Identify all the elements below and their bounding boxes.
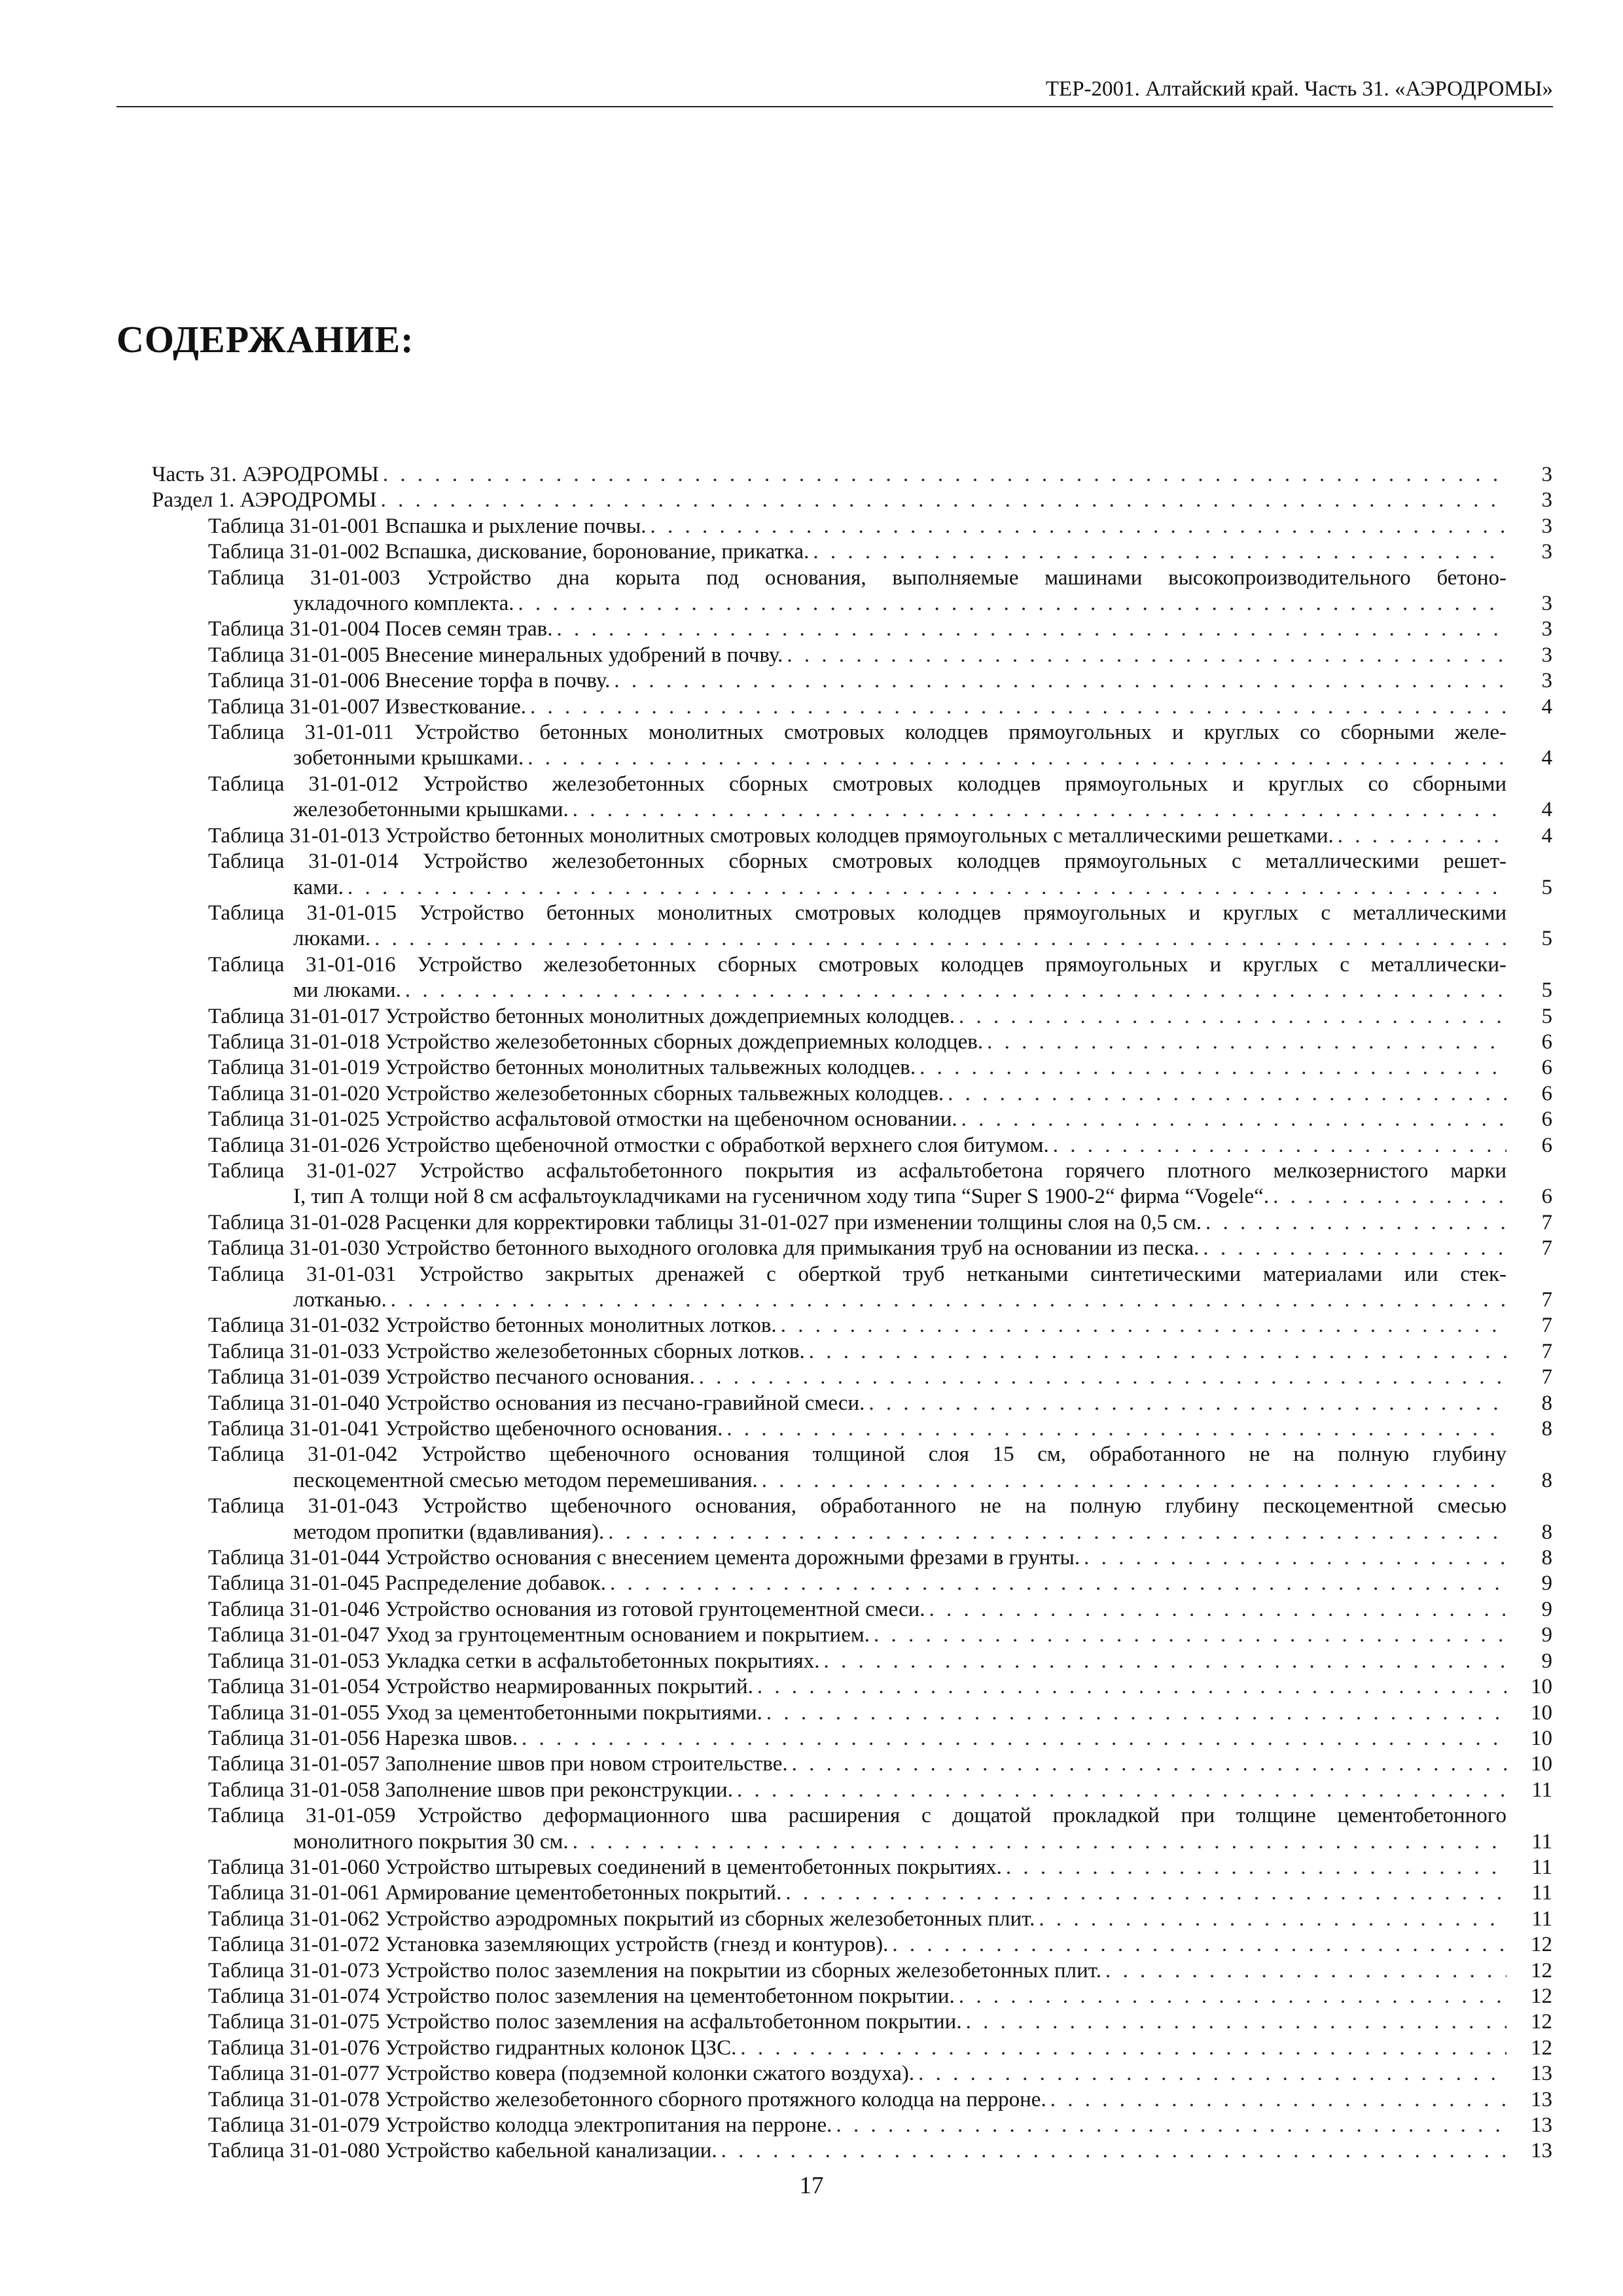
dot-leader [391,1287,1507,1313]
toc-page-number: 13 [1531,2087,1552,2111]
toc-page-number: 10 [1531,1675,1552,1699]
toc-entry-text: I, тип А толщи ной 8 см асфальтоукладчиками на гусеничном ходу типа “Super S 1900-2“ фирма “Vogele“. [293,1185,1270,1209]
dot-leader [874,1623,1507,1648]
dot-leader [699,1365,1507,1390]
toc-entry-text: Таблица 31-01-043 Устройство щебеночного основания, обработанного не на полную глубину пескоцементной смесью [208,1494,1507,1518]
toc-entry-text: Таблица 31-01-076 Устройство гидрантных колонок ЦЗС. [208,2036,737,2060]
toc-entry[interactable] [152,1416,1552,1442]
dot-leader [518,591,1507,617]
toc-entry-text: Таблица 31-01-003 Устройство дна корыта под основания, выполняемые машинами высокопроизводительного бетоно- [208,565,1507,590]
toc-entry-text: Таблица 31-01-026 Устройство щебеночной отмостки с обработкой верхнего слоя битумом. [208,1133,1049,1157]
toc-entry-text: Таблица 31-01-072 Установка заземляющих устройств (гнезд и контуров). [208,1933,889,1957]
header-title: ТЕР-2001. Алтайский край. Часть 31. «АЭРОДРОМЫ» [1045,77,1553,101]
dot-leader [1053,1133,1507,1158]
toc-page-number: 6 [1541,1030,1552,1054]
dot-leader [381,488,1507,513]
toc-entry[interactable] [152,952,1552,1004]
toc-entry-text: Таблица 31-01-015 Устройство бетонных монолитных смотровых колодцев прямоугольных и круглых с металлическими [208,901,1507,925]
toc-entry-text: Таблица 31-01-040 Устройство основания из песчано-гравийной смеси. [208,1391,865,1415]
toc-page-number: 8 [1541,1468,1552,1492]
toc-entry[interactable] [152,2061,1552,2087]
toc-entry-text: Таблица 31-01-039 Устройство песчаного основания. [208,1365,695,1390]
toc-page-number: 12 [1531,2036,1552,2060]
dot-leader [614,668,1507,694]
dot-leader [740,2036,1507,2061]
table-of-contents [152,462,1552,2164]
toc-entry-text: Таблица 31-01-006 Внесение торфа в почву. [208,669,611,693]
toc-entry-text: Таблица 31-01-046 Устройство основания из готовой грунтоцементной смеси. [208,1597,925,1621]
toc-entry[interactable] [152,1700,1552,1726]
toc-page-number: 5 [1541,875,1552,899]
toc-entry-text: Таблица 31-01-056 Нарезка швов. [208,1726,518,1750]
toc-entry-text: Таблица 31-01-017 Устройство бетонных монолитных дождеприемных колодцев. [208,1004,955,1028]
toc-entry-text: Таблица 31-01-074 Устройство полос заземления на цементобетонном покрытии. [208,1984,955,2008]
toc-entry[interactable] [152,823,1552,849]
toc-entry-text: Таблица 31-01-030 Устройство бетонного выходного оголовка для примыкания труб на основании из песка. [208,1236,1200,1261]
dot-leader [787,643,1507,668]
toc-entry[interactable] [152,1236,1552,1261]
toc-entry[interactable] [152,2138,1552,2164]
dot-leader [651,514,1507,539]
toc-page-number: 7 [1541,1365,1552,1390]
toc-page-number: 6 [1541,1107,1552,1132]
toc-page-number: 6 [1541,1133,1552,1157]
toc-page-number: 4 [1541,823,1552,848]
toc-page-number: 10 [1531,1726,1552,1750]
toc-entry[interactable] [152,1133,1552,1158]
toc-entry-text: Таблица 31-01-016 Устройство железобетонных сборных смотровых колодцев прямоугольных и круглых с металлически- [208,952,1507,977]
toc-entry[interactable] [152,2113,1552,2138]
toc-entry-text: Таблица 31-01-041 Устройство щебеночного основания. [208,1417,723,1441]
toc-entry-text: Таблица 31-01-055 Уход за цементобетонными покрытиями. [208,1700,762,1725]
toc-entry-text: Таблица 31-01-014 Устройство железобетонных сборных смотровых колодцев прямоугольных с металлическими решет- [208,850,1507,874]
toc-entry[interactable] [152,514,1552,539]
toc-entry-text: Таблица 31-01-028 Расценки для корректировки таблицы 31-01-027 при изменении толщины слоя на 0,5 см. [208,1210,1202,1234]
dot-leader [1203,1236,1507,1261]
toc-page-number: 7 [1541,1236,1552,1261]
toc-entry-text: зобетонными крышками. [293,746,524,770]
toc-entry-text: Таблица 31-01-019 Устройство бетонных монолитных тальвежных колодцев. [208,1056,916,1080]
toc-page-number: 12 [1531,1958,1552,1982]
toc-entry[interactable] [152,1494,1552,1545]
dot-leader [781,1313,1507,1338]
toc-entry[interactable] [152,1907,1552,1932]
toc-page-number: 4 [1541,798,1552,822]
dot-leader [557,617,1507,642]
dot-leader [737,1778,1507,1803]
toc-entry[interactable] [152,539,1552,565]
dot-leader [1039,1907,1507,1932]
toc-entry[interactable] [152,1571,1552,1596]
toc-entry[interactable] [152,1726,1552,1751]
toc-entry-text: Таблица 31-01-079 Устройство колодца электропитания на перроне. [208,2113,832,2137]
toc-page-number: 7 [1541,1288,1552,1312]
dot-leader [726,1416,1507,1442]
toc-entry[interactable] [152,1339,1552,1365]
toc-entry-text: Таблица 31-01-042 Устройство щебеночного основания толщиной слоя 15 см, обработанного не на полную глубину [208,1443,1507,1467]
toc-entry-text: железобетонными крышками. [293,798,569,822]
dot-leader [809,1339,1507,1365]
toc-page-number: 11 [1531,1829,1552,1854]
toc-entry-text: Таблица 31-01-044 Устройство основания с внесением цемента дорожными фрезами в грунты. [208,1546,1080,1570]
toc-entry[interactable] [152,2009,1552,2035]
toc-page-number: 13 [1531,2113,1552,2137]
toc-entry[interactable] [152,1391,1552,1416]
toc-entry[interactable] [152,1597,1552,1623]
toc-page-number: 5 [1541,1004,1552,1028]
toc-entry[interactable] [152,1674,1552,1700]
toc-page-number: 12 [1531,2010,1552,2034]
toc-page-number: 11 [1531,1855,1552,1879]
toc-page-number: 3 [1541,463,1552,486]
toc-page-number: 4 [1541,694,1552,719]
dot-leader [792,1751,1507,1777]
toc-page-number: 8 [1541,1520,1552,1544]
toc-entry-text: Таблица 31-01-059 Устройство деформационного шва расширения с дощатой прокладкой при толщине цементобетонного [208,1804,1507,1828]
toc-entry-text: Таблица 31-01-018 Устройство железобетонных сборных дождеприемных колодцев. [208,1030,984,1054]
toc-entry[interactable] [152,1313,1552,1338]
toc-entry-text: Таблица 31-01-053 Укладка сетки в асфальтобетонных покрытиях. [208,1649,820,1673]
dot-leader [721,2138,1507,2164]
toc-entry-text: методом пропитки (вдавливания). [293,1520,605,1544]
dot-leader [918,2061,1507,2087]
dot-leader [1006,1855,1507,1880]
dot-leader [987,1030,1507,1055]
dot-leader [610,1571,1507,1596]
toc-entry[interactable] [152,462,1552,488]
toc-entry-text: Таблица 31-01-013 Устройство бетонных монолитных смотровых колодцев прямоугольных с металлическими решетками. [208,823,1334,848]
toc-page-number: 11 [1531,1778,1552,1802]
toc-entry-text: Таблица 31-01-011 Устройство бетонных монолитных смотровых колодцев прямоугольных и круглых со сборными желе- [208,721,1507,745]
dot-leader [608,1520,1507,1545]
toc-entry-text: Часть 31. АЭРОДРОМЫ [152,463,379,486]
toc-page-number: 12 [1531,1984,1552,2008]
toc-entry-text: ми люками. [293,978,401,1003]
toc-entry[interactable] [152,1442,1552,1494]
toc-entry[interactable] [152,1107,1552,1132]
toc-page-number: 5 [1541,927,1552,951]
toc-entry[interactable] [152,694,1552,720]
toc-entry[interactable] [152,1158,1552,1210]
toc-entry-text: Таблица 31-01-027 Устройство асфальтобетонного покрытия из асфальтобетона горячего плотного мелкозернистого марки [208,1158,1507,1183]
toc-entry-text: укладочного комплекта. [293,592,514,616]
dot-leader [1273,1184,1507,1210]
toc-entry-text: Таблица 31-01-080 Устройство кабельной канализации. [208,2139,717,2163]
toc-entry-text: Таблица 31-01-057 Заполнение швов при новом строительстве. [208,1752,788,1776]
dot-leader [961,1107,1507,1132]
toc-page-number: 8 [1541,1391,1552,1415]
toc-page-number: 8 [1541,1546,1552,1570]
dot-leader [374,926,1507,952]
running-header [116,73,1553,107]
dot-leader [1050,2087,1507,2113]
toc-page-number: 11 [1531,1907,1552,1931]
toc-entry-text: люками. [293,927,371,951]
toc-entry[interactable] [152,1262,1552,1314]
toc-entry[interactable] [152,1004,1552,1030]
toc-entry[interactable] [152,901,1552,952]
toc-entry-text: Таблица 31-01-060 Устройство штыревых соединений в цементобетонных покрытиях. [208,1855,1002,1879]
dot-leader [522,1726,1507,1751]
toc-entry-text: Раздел 1. АЭРОДРОМЫ [152,488,377,512]
dot-leader [929,1597,1507,1623]
toc-entry-text: Таблица 31-01-047 Уход за грунтоцементным основанием и покрытием. [208,1623,870,1647]
toc-entry[interactable] [152,1751,1552,1777]
dot-leader [836,2113,1507,2138]
toc-entry-text: Таблица 31-01-075 Устройство полос заземления на асфальтобетонном покрытии. [208,2010,962,2034]
dot-leader [1105,1958,1507,1984]
toc-page-number: 9 [1541,1649,1552,1673]
toc-entry-text: Таблица 31-01-005 Внесение минеральных удобрений в почву. [208,643,783,667]
toc-page-number: 3 [1541,643,1552,667]
dot-leader [813,539,1507,565]
toc-page-number: 3 [1541,514,1552,538]
toc-entry[interactable] [152,1081,1552,1107]
toc-page-number: 7 [1541,1210,1552,1234]
toc-entry-text: Таблица 31-01-033 Устройство железобетонных сборных лотков. [208,1339,805,1363]
toc-page-number: 3 [1541,540,1552,564]
toc-page-number: 13 [1531,2062,1552,2086]
toc-entry-text: Таблица 31-01-002 Вспашка, дискование, боронование, прикатка. [208,540,810,564]
toc-entry-text: Таблица 31-01-045 Распределение добавок. [208,1571,607,1596]
toc-entry-text: пескоцементной смесью методом перемешивания. [293,1468,758,1492]
dot-leader [892,1932,1507,1958]
toc-entry[interactable] [152,617,1552,642]
toc-page-number: 6 [1541,1081,1552,1105]
toc-entry[interactable] [152,1055,1552,1081]
toc-entry-text: Таблица 31-01-004 Посев семян трав. [208,617,553,641]
toc-entry[interactable] [152,1984,1552,2009]
toc-entry-text: Таблица 31-01-078 Устройство железобетонного сборного протяжного колодца на перроне. [208,2087,1046,2111]
toc-entry[interactable] [152,1210,1552,1236]
toc-entry[interactable] [152,1545,1552,1571]
toc-entry[interactable] [152,488,1552,513]
dot-leader [868,1391,1507,1416]
toc-entry[interactable] [152,2036,1552,2061]
toc-page-number: 10 [1531,1752,1552,1776]
toc-entry-text: Таблица 31-01-061 Армирование цементобетонных покрытий. [208,1881,782,1905]
toc-page-number: 3 [1541,592,1552,616]
toc-page-number: 11 [1531,1881,1552,1905]
toc-page-number: 6 [1541,1056,1552,1080]
dot-leader [573,797,1507,823]
toc-entry-text: Таблица 31-01-012 Устройство железобетонных сборных смотровых колодцев прямоугольных и круглых со сборными [208,772,1507,796]
dot-leader [966,2009,1507,2035]
toc-entry[interactable] [152,1649,1552,1674]
dot-leader [959,1004,1507,1030]
toc-page-number: 7 [1541,1314,1552,1338]
toc-page-number: 3 [1541,617,1552,641]
dot-leader [919,1055,1507,1081]
toc-entry[interactable] [152,668,1552,694]
toc-entry-text: Таблица 31-01-001 Вспашка и рыхление почвы. [208,514,647,538]
toc-entry[interactable] [152,1855,1552,1880]
toc-page-number: 8 [1541,1417,1552,1441]
toc-entry[interactable] [152,1623,1552,1648]
toc-entry[interactable] [152,2087,1552,2113]
toc-page-number: 12 [1531,1933,1552,1957]
toc-entry-text: лотканью. [293,1288,387,1312]
toc-entry-text: Таблица 31-01-062 Устройство аэродромных покрытий из сборных железобетонных плит. [208,1907,1035,1931]
dot-leader [959,1984,1507,2009]
dot-leader [527,745,1507,771]
toc-entry-text: Таблица 31-01-007 Известкование. [208,694,527,719]
toc-page-number: 6 [1541,1185,1552,1209]
toc-entry-text: Таблица 31-01-032 Устройство бетонных монолитных лотков. [208,1314,777,1338]
dot-leader [1084,1545,1507,1571]
page-title: СОДЕРЖАНИЕ: [116,318,414,361]
dot-leader [573,1829,1507,1855]
toc-entry[interactable] [152,1880,1552,1906]
toc-entry[interactable] [152,565,1552,617]
toc-page-number: 7 [1541,1339,1552,1363]
toc-page-number: 9 [1541,1597,1552,1621]
dot-leader [762,1468,1507,1494]
toc-entry[interactable] [152,772,1552,823]
toc-entry-text: Таблица 31-01-054 Устройство неармированных покрытий. [208,1675,753,1699]
dot-leader [1205,1210,1507,1236]
toc-entry[interactable] [152,1030,1552,1055]
toc-page-number: 10 [1531,1700,1552,1725]
toc-entry[interactable] [152,1958,1552,1984]
toc-page-number: 4 [1541,746,1552,770]
toc-page-number: 5 [1541,978,1552,1003]
toc-entry-text: Таблица 31-01-073 Устройство полос заземления на покрытии из сборных железобетонных плит. [208,1958,1101,1982]
page-number: 17 [799,2172,824,2199]
dot-leader [348,875,1507,901]
toc-entry[interactable] [152,643,1552,668]
toc-page-number: 3 [1541,488,1552,512]
toc-entry-text: Таблица 31-01-025 Устройство асфальтовой отмостки на щебеночном основании. [208,1107,957,1132]
toc-entry-text: Таблица 31-01-031 Устройство закрытых дренажей с оберткой труб неткаными синтетическими материалами или стек- [208,1262,1507,1286]
toc-entry-text: Таблица 31-01-058 Заполнение швов при реконструкции. [208,1778,733,1802]
dot-leader [383,462,1507,488]
toc-page-number: 3 [1541,669,1552,693]
toc-entry[interactable] [152,1932,1552,1958]
toc-entry[interactable] [152,720,1552,772]
dot-leader [405,978,1507,1003]
dot-leader [757,1674,1507,1700]
toc-page-number: 9 [1541,1571,1552,1596]
toc-entry[interactable] [152,849,1552,901]
dot-leader [530,694,1507,720]
toc-entry-text: монолитного покрытия 30 см. [293,1829,569,1854]
toc-entry[interactable] [152,1778,1552,1803]
toc-entry-text: Таблица 31-01-020 Устройство железобетонных сборных тальвежных колодцев. [208,1081,944,1105]
toc-entry-text: ками. [293,875,344,899]
dot-leader [1338,823,1507,849]
toc-entry[interactable] [152,1803,1552,1855]
toc-entry[interactable] [152,1365,1552,1390]
dot-leader [948,1081,1507,1107]
toc-page-number: 9 [1541,1623,1552,1647]
dot-leader [785,1880,1507,1906]
toc-entry-text: Таблица 31-01-077 Устройство ковера (подземной колонки сжатого воздуха). [208,2062,915,2086]
dot-leader [766,1700,1507,1726]
dot-leader [823,1649,1507,1674]
toc-page-number: 13 [1531,2139,1552,2163]
